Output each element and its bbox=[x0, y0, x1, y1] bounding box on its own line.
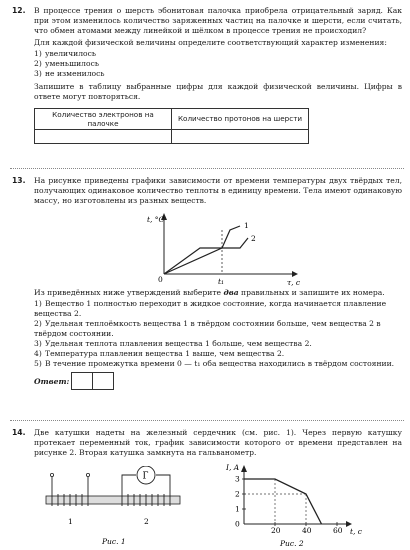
galvanometer-label: Г bbox=[142, 471, 149, 482]
statement-4: 4) Температура плавления вещества 1 выше, чем вещества 2. bbox=[34, 348, 285, 358]
x-axis-label: t, c bbox=[350, 527, 362, 536]
question-text: На рисунке приведены графики зависимости от времени температуры двух твёрдых тел, получающих одинаковое количество теплоты в единицу времени. Тела имеют одинаковую массу, но изготовлены из разных веществ. bbox=[34, 176, 402, 205]
answer-box-2[interactable] bbox=[93, 372, 114, 390]
question-12 bbox=[12, 6, 402, 144]
figure-1-caption: Рис. 1 bbox=[102, 537, 126, 546]
question-text: Две катушки надеты на железный сердечник (см. рис. 1). Через первую катушку протекает переменный ток, график зависимости которого от времени представлен на рисунке 2. Вторая катушка замкнута на гальванометр. bbox=[34, 428, 402, 457]
divider bbox=[10, 168, 404, 169]
temperature-graph bbox=[144, 208, 304, 286]
answer-label: Ответ: bbox=[34, 376, 70, 386]
y-tick-label: 3 bbox=[235, 474, 240, 484]
question-13 bbox=[12, 176, 402, 390]
question-14 bbox=[12, 428, 402, 460]
line-substance-1 bbox=[164, 226, 240, 274]
divider bbox=[10, 420, 404, 421]
x-tick-label: 60 bbox=[333, 526, 343, 535]
figure-2-current-graph bbox=[222, 462, 372, 548]
iron-core bbox=[46, 496, 180, 504]
x-axis-arrow bbox=[292, 271, 298, 277]
figure-2-caption: Рис. 2 bbox=[280, 539, 304, 548]
question-number: 14. bbox=[12, 428, 26, 437]
line-2-label: 2 bbox=[251, 233, 256, 243]
x-tick-label: 40 bbox=[302, 526, 312, 535]
statement-5: 5) В течение промежутка времени 0 — t₁ оба вещества находились в твёрдом состоянии. bbox=[34, 358, 395, 368]
origin-label: 0 bbox=[158, 274, 163, 284]
answer-row bbox=[34, 372, 402, 390]
statement-1: 1) Вещество 1 полностью переходит в жидкое состояние, когда начинается плавление вещества 2. bbox=[34, 299, 387, 319]
option-1: 1) увеличилось bbox=[34, 49, 96, 59]
coil-1-wires bbox=[52, 476, 88, 494]
select-instruction: Из приведённых ниже утверждений выберите два правильных и запишите их номера. bbox=[34, 287, 385, 297]
coil-1-label: 1 bbox=[68, 517, 73, 526]
answer-table bbox=[34, 108, 309, 145]
y-axis-arrow bbox=[241, 465, 247, 472]
question-number: 13. bbox=[12, 176, 26, 185]
table-header-electrons: Количество электронов на палочке bbox=[35, 108, 172, 130]
y-axis-label: t, °C bbox=[147, 214, 165, 224]
y-tick-label: 2 bbox=[235, 489, 240, 499]
answer-instruction: Запишите в таблицу выбранные цифры для каждой физической величины. Цифры в ответе могут повторяться. bbox=[34, 82, 402, 101]
statement-3: 3) Удельная теплота плавления вещества 1 больше, чем вещества 2. bbox=[34, 338, 312, 348]
y-tick-label: 1 bbox=[235, 504, 240, 514]
current-series-line bbox=[244, 479, 322, 524]
x-axis-label: τ, с bbox=[287, 277, 301, 286]
statement-2: 2) Удельная теплоёмкость вещества 1 в твёрдом состоянии больше, чем вещества 2 в твёрдом состоянии. bbox=[34, 319, 381, 339]
answer-box-1[interactable] bbox=[71, 372, 93, 390]
answer-cell-1[interactable] bbox=[35, 130, 172, 144]
line-1-label: 1 bbox=[244, 220, 249, 230]
question-text: В процессе трения о шерсть эбонитовая палочка приобрела отрицательный заряд. Как при этом изменилось количество заряженных частиц на палочке и шерсти, если считать, что обмен атомами между линейкой и шёлком в процессе трения не происходил? bbox=[34, 6, 402, 35]
table-header-protons: Количество протонов на шерсти bbox=[172, 108, 309, 130]
option-2: 2) уменьшилось bbox=[34, 59, 99, 69]
coil-2-label: 2 bbox=[144, 517, 149, 526]
x-tick-label: 20 bbox=[271, 526, 281, 535]
question-instruction: Для каждой физической величины определите соответствующий характер изменения: bbox=[34, 37, 387, 47]
line-substance-2 bbox=[164, 238, 248, 274]
t1-tick-label: t₁ bbox=[218, 276, 225, 286]
answer-cell-2[interactable] bbox=[172, 130, 309, 144]
y-axis-label: I, A bbox=[226, 463, 240, 472]
y-tick-label: 0 bbox=[235, 519, 240, 529]
question-number: 12. bbox=[12, 6, 26, 15]
option-3: 3) не изменилось bbox=[34, 69, 105, 79]
figure-1-coils bbox=[38, 466, 198, 548]
